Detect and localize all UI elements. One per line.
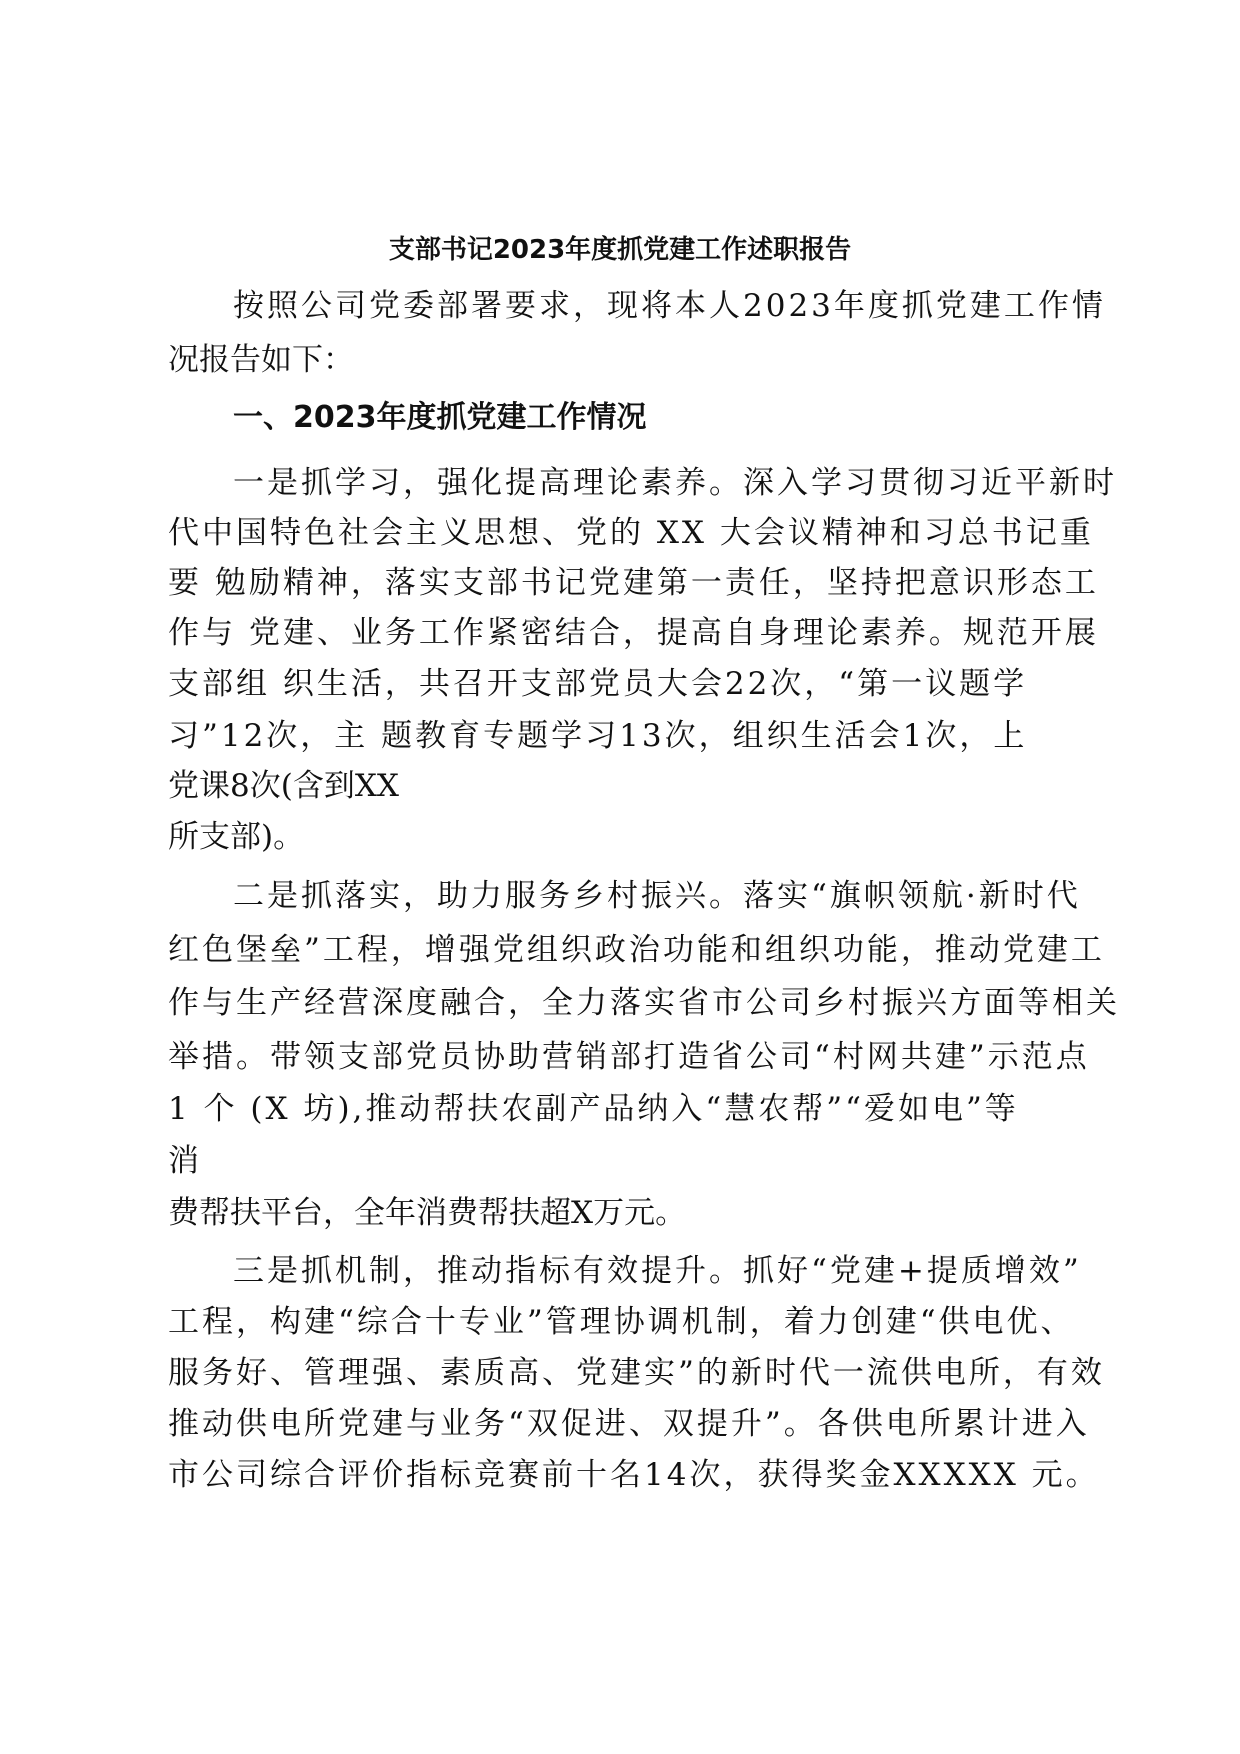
- para2-line-6: 消: [168, 1143, 199, 1179]
- para1-line-1: 一是抓学习，强化提高理论素养。深入学习贯彻习近平新时: [233, 465, 1117, 501]
- para1-line-5: 支部组 织生活，共召开支部党员大会22次，“第一议题学: [168, 666, 1028, 702]
- para2-line-1: 二是抓落实，助力服务乡村振兴。落实“旗帜领航·新时代: [233, 878, 1081, 914]
- para3-line-4: 推动供电所党建与业务“双促进、双提升”。各供电所累计进入: [168, 1406, 1090, 1442]
- para3-line-3: 服务好、管理强、素质高、党建实”的新时代一流供电所，有效: [168, 1355, 1105, 1391]
- intro-line-2: 况报告如下：: [168, 342, 354, 378]
- para1-line-7: 党课8次(含到XX: [168, 768, 399, 804]
- para1-line-6: 习”12次，主 题教育专题学习13次，组织生活会1次，上: [168, 718, 1028, 754]
- para3-line-2: 工程，构建“综合十专业”管理协调机制，着力创建“供电优、: [168, 1304, 1075, 1340]
- para2-line-2: 红色堡垒”工程，增强党组织政治功能和组织功能，推动党建工: [168, 932, 1105, 968]
- para2-line-4: 举措。带领支部党员协助营销部打造省公司“村网共建”示范点: [168, 1039, 1090, 1075]
- para3-line-5: 市公司综合评价指标竞赛前十名14次，获得奖金XXXXX 元。: [168, 1457, 1100, 1493]
- para3-line-1: 三是抓机制，推动指标有效提升。抓好“党建+提质增效”: [233, 1253, 1082, 1289]
- section-heading-1: 一、2023年度抓党建工作情况: [233, 400, 647, 435]
- para2-line-5: 1 个 (X 坊),推动帮扶农副产品纳入“慧农帮”“爱如电”等: [168, 1091, 1019, 1127]
- para2-line-7: 费帮扶平台，全年消费帮扶超X万元。: [168, 1195, 687, 1231]
- para1-line-2: 代中国特色社会主义思想、党的 XX 大会议精神和习总书记重: [168, 515, 1094, 551]
- para1-line-3: 要 勉励精神，落实支部书记党建第一责任，坚持把意识形态工: [168, 565, 1099, 601]
- intro-line-1: 按照公司党委部署要求，现将本人2023年度抓党建工作情: [233, 288, 1106, 324]
- document-title: 支部书记2023年度抓党建工作述职报告: [388, 235, 852, 265]
- para1-line-4: 作与 党建、业务工作紧密结合，提高自身理论素养。规范开展: [168, 615, 1099, 651]
- para1-line-8: 所支部)。: [168, 819, 305, 855]
- para2-line-3: 作与生产经营深度融合，全力落实省市公司乡村振兴方面等相关: [168, 985, 1120, 1021]
